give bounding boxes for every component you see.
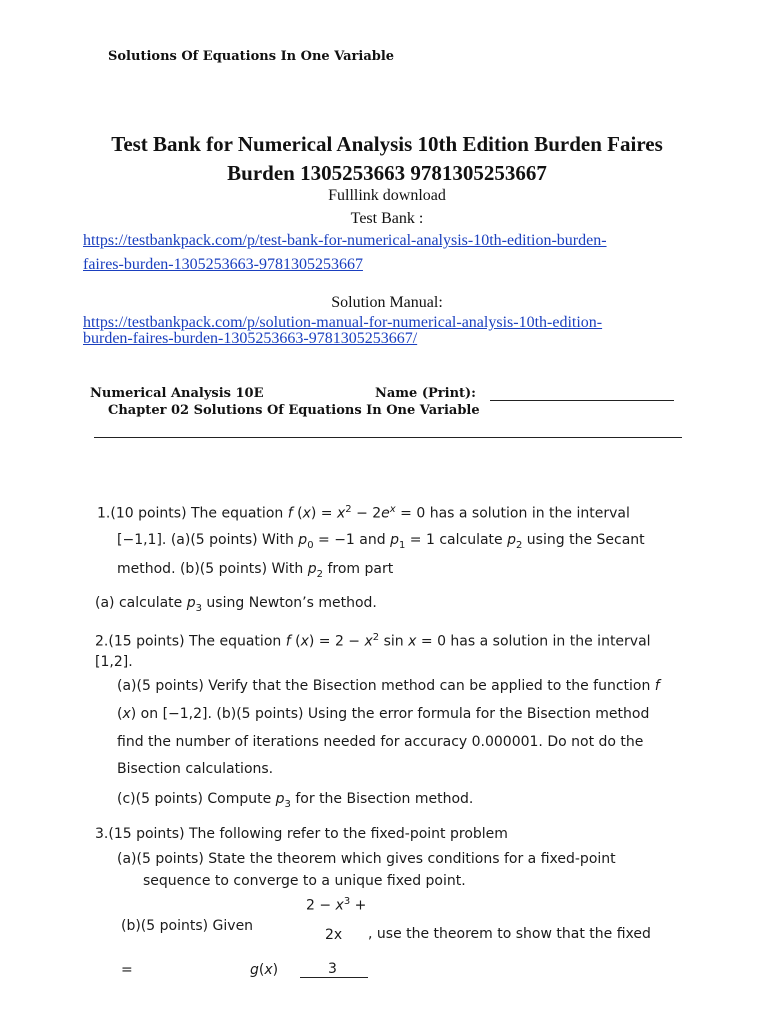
q3-line3: sequence to converge to a unique fixed point.	[143, 873, 466, 889]
q2-line6: Bisection calculations.	[117, 761, 274, 777]
superscript: 2	[372, 632, 380, 643]
q2-text: sin	[379, 633, 409, 650]
superscript: 3	[343, 896, 351, 907]
q2-text: (a)(5 points) Verify that the Bisection method can be applied to the function	[117, 678, 655, 694]
subscript: 3	[195, 602, 202, 614]
q2-text: = 0 has a solution in the interval	[416, 633, 651, 650]
q3-text: )	[272, 962, 279, 978]
q2-line1	[95, 632, 651, 650]
q1-line3	[117, 561, 393, 580]
solution-manual-link-line2[interactable]: burden-faires-burden-1305253663-9781305253667/	[83, 330, 418, 347]
math-x: x	[335, 897, 344, 914]
math-g: g	[250, 962, 259, 978]
math-f: f	[654, 678, 660, 694]
q3-text: 2 −	[306, 897, 336, 914]
running-head: Solutions Of Equations In One Variable	[108, 49, 395, 64]
math-x: x	[364, 633, 373, 650]
math-x: x	[264, 962, 273, 978]
q2-text: for the Bisection method.	[290, 791, 474, 807]
q1-text: ) =	[310, 505, 337, 522]
subscript: 2	[316, 568, 324, 580]
document-title: Test Bank for Numerical Analysis 10th Edition Burden Faires Burden 1305253663 9781305253667	[111, 132, 663, 185]
subscript: 2	[515, 539, 523, 551]
subscript: 1	[398, 539, 406, 551]
q3-gx	[250, 962, 278, 978]
q1-line4	[95, 595, 377, 614]
math-f: f	[285, 633, 291, 650]
name-print-label: Name (Print):	[375, 386, 476, 401]
q3-text: (	[258, 962, 265, 978]
math-p: p	[275, 791, 285, 807]
math-x: x	[336, 505, 346, 522]
math-p: p	[507, 532, 516, 548]
q2-line7	[117, 791, 473, 810]
solution-manual-link-line1[interactable]: https://testbankpack.com/p/solution-manual-for-numerical-analysis-10th-edition-	[83, 314, 603, 331]
q3-numerator	[306, 896, 366, 914]
q1-text: = −1 and	[313, 532, 391, 548]
q3-tail: , use the theorem to show that the fixed	[368, 926, 651, 942]
solution-manual-label: Solution Manual:	[331, 294, 443, 311]
q1-text: (a) calculate	[95, 595, 187, 611]
test-bank-link-line1[interactable]: https://testbankpack.com/p/test-bank-for-numerical-analysis-10th-edition-burden-	[83, 232, 607, 249]
q3-given: (b)(5 points) Given	[121, 918, 254, 934]
math-x: x	[300, 633, 309, 650]
q1-text: using Newton’s method.	[201, 595, 377, 611]
q2-line3	[117, 678, 660, 694]
q1-text: [−1,1]. (a)(5 points) With	[117, 532, 299, 548]
q1-text: (	[292, 505, 303, 522]
math-p: p	[390, 532, 399, 548]
math-x: x	[408, 633, 417, 650]
math-p: p	[298, 532, 308, 548]
q1-line2	[117, 532, 645, 551]
q3-equals: =	[121, 962, 133, 978]
q3-text: +	[350, 897, 367, 914]
q2-line4	[117, 706, 649, 722]
q1-text: using the Secant	[522, 532, 645, 548]
subscript: 3	[284, 798, 291, 810]
q1-text: method. (b)(5 points) With	[117, 561, 308, 577]
q1-text: 1.(10 points) The equation	[97, 505, 288, 522]
q1-text: from part	[323, 561, 394, 577]
q2-text: 2.(15 points) The equation	[95, 633, 286, 650]
fraction-bar	[300, 977, 368, 978]
q3-three: 3	[328, 961, 337, 977]
math-p: p	[186, 595, 196, 611]
q2-text: ) on [−1,2]. (b)(5 points) Using the error formula for the Bisection method	[130, 706, 650, 722]
superscript: 2	[345, 504, 352, 515]
q1-text: = 0 has a solution in the interval	[395, 505, 630, 522]
q3-line2: (a)(5 points) State the theorem which gives conditions for a fixed-point	[117, 851, 616, 867]
q1-text: − 2	[351, 505, 382, 522]
q1-text: = 1 calculate	[405, 532, 508, 548]
math-x: x	[122, 706, 131, 722]
math-x: x	[302, 505, 311, 522]
q2-text: (	[290, 633, 301, 650]
header-divider	[94, 437, 682, 438]
test-bank-link-line2[interactable]: faires-burden-1305253663-9781305253667	[83, 256, 363, 273]
test-bank-label: Test Bank :	[350, 210, 424, 227]
superscript: x	[389, 504, 396, 515]
math-e: e	[381, 505, 390, 522]
q2-text: ) = 2 −	[308, 633, 365, 650]
q2-text: (c)(5 points) Compute	[117, 791, 276, 807]
name-blank-line	[490, 400, 674, 401]
q3-line1: 3.(15 points) The following refer to the fixed-point problem	[95, 826, 508, 842]
q2-line2: [1,2].	[95, 654, 133, 670]
math-f: f	[287, 505, 293, 522]
q3-denominator: 2x	[325, 927, 343, 943]
math-p: p	[307, 561, 317, 577]
q1-line1	[97, 504, 630, 522]
chapter-title: Chapter 02 Solutions Of Equations In One Variable	[108, 403, 480, 418]
fulllink-label: Fulllink download	[328, 187, 446, 204]
subscript: 0	[307, 539, 314, 551]
q2-text: (	[117, 706, 123, 722]
course-name: Numerical Analysis 10E	[90, 386, 264, 401]
q2-line5: find the number of iterations needed for accuracy 0.000001. Do not do the	[117, 734, 644, 750]
